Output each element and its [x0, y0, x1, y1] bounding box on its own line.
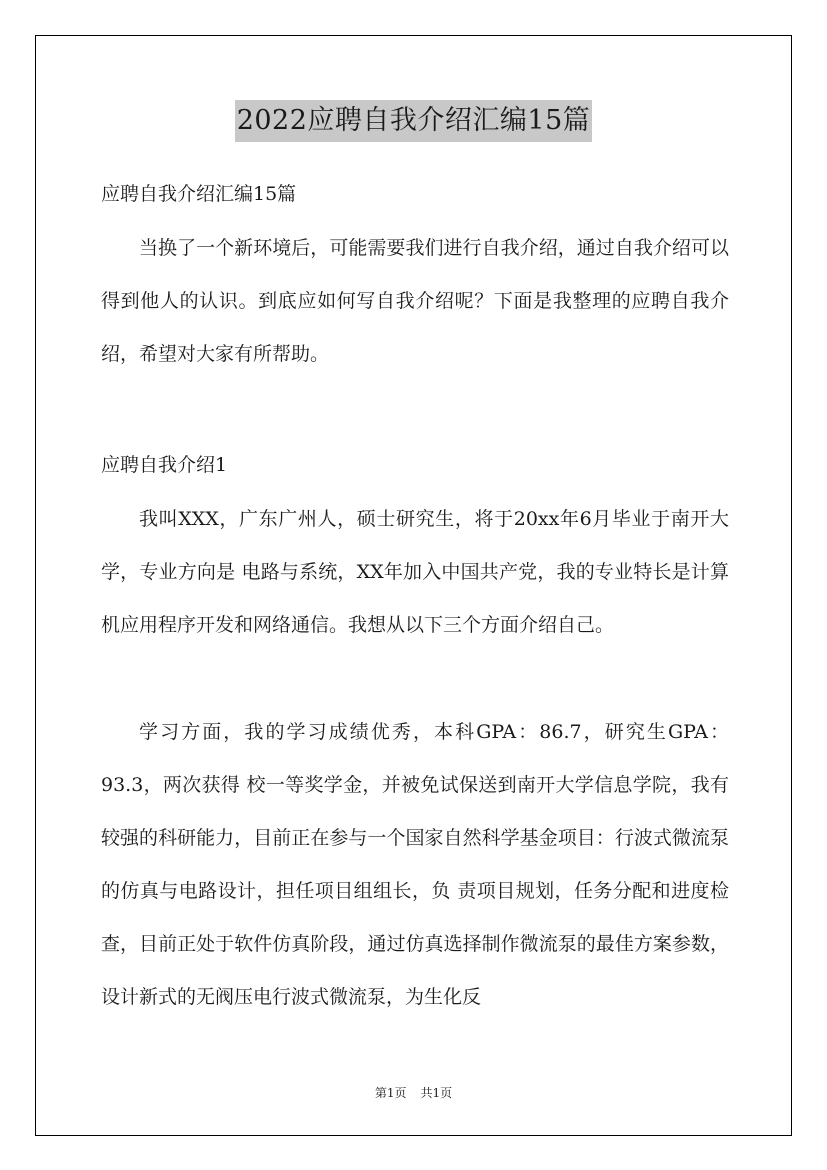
section-heading: 应聘自我介绍1 — [101, 454, 228, 476]
document-title: 2022应聘自我介绍汇编15篇 — [235, 100, 593, 142]
document-subtitle: 应聘自我介绍汇编15篇 — [101, 183, 297, 205]
intro-paragraph: 当换了一个新环境后，可能需要我们进行自我介绍，通过自我介绍可以得到他人的认识。到底应如何写自我介绍呢？下面是我整理的应聘自我介绍，希望对大家有所帮助。 — [101, 237, 729, 365]
page-number: 第1页 — [374, 1086, 407, 1100]
body-paragraph-1: 我叫XXX，广东广州人，硕士研究生，将于20xx年6月毕业于南开大学，专业方向是 电路与系统，XX年加入中国共产党，我的专业特长是计算机应用程序开发和网络通信。我想从以下三个方面介绍自己。 — [101, 508, 729, 636]
title-container — [0, 100, 827, 142]
body-paragraph-2: 学习方面，我的学习成绩优秀，本科GPA：86.7，研究生GPA：93.3，两次获得 校一等奖学金，并被免试保送到南开大学信息学院，我有较强的科研能力，目前正在参与一个国家自然科学基金项目：行波式微流泵的仿真与电路设计，担任项目组组长，负 责项目规划，任务分配和进度检查，目前正处于软件仿真阶段，通过仿真选择制作微流泵的最佳方案参数，设计新式的无阀压电行波式微流泵，为生化反 — [101, 721, 729, 1008]
page-footer — [0, 1085, 827, 1101]
page-total: 共1页 — [420, 1086, 453, 1100]
